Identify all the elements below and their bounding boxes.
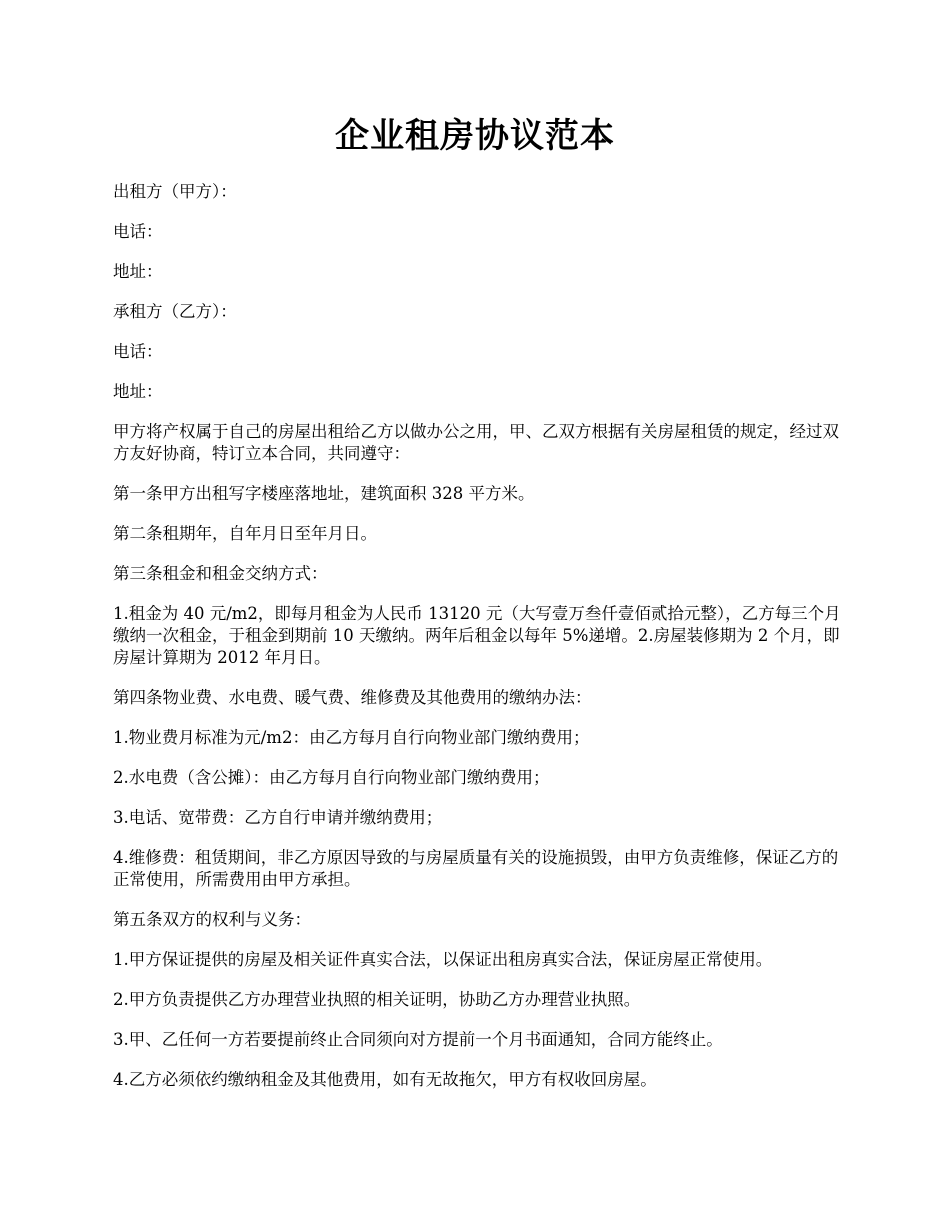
lessee-address-line: 地址： [113,382,163,401]
lessee-line: 承租方（乙方）： [113,302,237,321]
article-4-clause-2: 2.水电费（含公摊）：由乙方每月自行向物业部门缴纳费用； [113,768,550,787]
article-2: 第二条租期年，自年月日至年月日。 [113,524,377,543]
article-5-clause-3: 3.甲、乙任何一方若要提前终止合同须向对方提前一个月书面通知，合同方能终止。 [113,1030,723,1049]
article-4-clause-4: 4.维修费：租赁期间，非乙方原因导致的与房屋质量有关的设施损毁，由甲方负责维修，保证乙方的正常使用，所需费用由甲方承担。 [113,848,839,889]
lessor-phone-line: 电话： [113,222,163,241]
preamble-paragraph: 甲方将产权属于自己的房屋出租给乙方以做办公之用，甲、乙双方根据有关房屋租赁的规定，经过双方友好协商，特订立本合同，共同遵守： [113,422,839,463]
article-3-heading: 第三条租金和租金交纳方式： [113,564,328,583]
lessor-line: 出租方（甲方）： [113,182,237,201]
article-1: 第一条甲方出租写字楼座落地址，建筑面积 328 平方米。 [113,484,535,503]
document-title: 企业租房协议范本 [335,116,615,156]
lessor-address-line: 地址： [113,262,163,281]
article-4-clause-1: 1.物业费月标准为元/m2：由乙方每月自行向物业部门缴纳费用； [113,728,590,747]
article-5-heading: 第五条双方的权利与义务： [113,910,311,929]
article-4-heading: 第四条物业费、水电费、暖气费、维修费及其他费用的缴纳办法： [113,688,592,707]
document-body [113,181,853,1109]
lessee-phone-line: 电话： [113,342,163,361]
article-5-clause-4: 4.乙方必须依约缴纳租金及其他费用，如有无故拖欠，甲方有权收回房屋。 [113,1070,657,1089]
article-3-clause-rent: 1.租金为 40 元/m2，即每月租金为人民币 13120 元（大写壹万叁仟壹佰贰拾元整），乙方每三个月缴纳一次租金，于租金到期前 10 天缴纳。两年后租金以每年 5%递增。2.房屋装修期为 2 个月，即房屋计算期为 2012 年月日。 [113,604,841,667]
article-5-clause-1: 1.甲方保证提供的房屋及相关证件真实合法，以保证出租房真实合法，保证房屋正常使用。 [113,950,773,969]
article-5-clause-2: 2.甲方负责提供乙方办理营业执照的相关证明，协助乙方办理营业执照。 [113,990,641,1009]
article-4-clause-3: 3.电话、宽带费：乙方自行申请并缴纳费用； [113,808,443,827]
